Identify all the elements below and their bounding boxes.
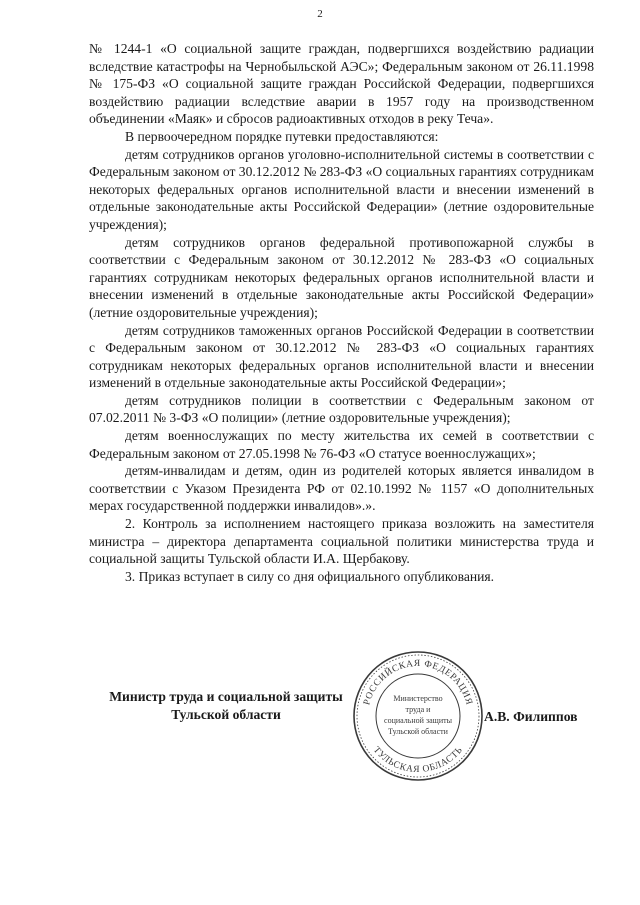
official-seal <box>350 648 486 784</box>
paragraph-customs-staff: детям сотрудников таможенных органов Российской Федерации в соответствии с Федеральным законом от 30.12.2012 № 283-ФЗ «О социальных гарантиях сотрудникам некоторых федеральных органов исполнительной власти и внесении изменений в отдельные законодательные акты Российской Федерации»; <box>89 322 594 391</box>
document-body <box>89 40 594 585</box>
paragraph-law-references: № 1244-1 «О социальной защите граждан, подвергшихся воздействию радиации вследствие катастрофы на Чернобыльской АЭС»; Федеральным законом от 26.11.1998 № 175-ФЗ «О социальной защите граждан Российской Федерации, подвергшихся воздействию радиации вследствие аварии в 1957 году на производственном объединении «Маяк» и сбросов радиоактивных отходов в реку Теча». <box>89 41 594 127</box>
paragraph-disabled-children: детям-инвалидам и детям, один из родителей которых является инвалидом в соответствии с Указом Президента РФ от 02.10.1992 № 1157 «О дополнительных мерах государственной поддержки инвалидов».». <box>89 463 594 514</box>
seal-inner-line-4: Тульской области <box>388 727 448 736</box>
paragraph-effective-clause: 3. Приказ вступает в силу со дня официального опубликования. <box>125 568 495 584</box>
seal-outer-bottom-text: ТУЛЬСКАЯ ОБЛАСТЬ <box>370 745 466 776</box>
paragraph-penitentiary-staff: детям сотрудников органов уголовно-исполнительной системы в соответствии с Федеральным законом от 30.12.2012 № 283-ФЗ «О социальных гарантиях сотрудникам некоторых федеральных органов исполнительной власти и внесении изменений в отдельные законодательные акты Российской Федерации» (летние оздоровительные учреждения); <box>89 146 594 232</box>
seal-inner-line-2: труда и <box>405 705 431 714</box>
paragraph-police-staff: детям сотрудников полиции в соответствии с Федеральным законом от 07.02.2011 № 3-ФЗ «О полиции» (летние оздоровительные учреждения); <box>89 392 594 426</box>
signatory-name: А.В. Филиппов <box>484 709 578 724</box>
paragraph-priority-intro: В первоочередном порядке путевки предоставляются: <box>125 128 439 144</box>
paragraph-control-clause: 2. Контроль за исполнением настоящего приказа возложить на заместителя министра – директора департамента социальной политики министерства труда и социальной защиты Тульской области И.А. Щербакову. <box>89 516 594 567</box>
seal-inner-line-3: социальной защиты <box>384 716 452 725</box>
signatory-position-line2: Тульской области <box>171 707 281 722</box>
paragraph-fire-service-staff: детям сотрудников органов федеральной противопожарной службы в соответствии с Федеральным законом от 30.12.2012 № 283-ФЗ «О социальных гарантиях сотрудникам некоторых федеральных органов исполнительной власти и внесении изменений в отдельные законодательные акты Российской Федерации» (летние оздоровительные учреждения); <box>89 234 594 320</box>
seal-inner-line-1: Министерство <box>393 694 443 703</box>
signatory-position-line1: Министр труда и социальной защиты <box>109 689 343 704</box>
page-number: 2 <box>317 8 323 20</box>
seal-outer-top-text: РОССИЙСКАЯ ФЕДЕРАЦИЯ <box>362 658 474 707</box>
signatory-position <box>95 688 357 724</box>
paragraph-military-staff: детям военнослужащих по месту жительства их семей в соответствии с Федеральным законом от 27.05.1998 № 76-ФЗ «О статусе военнослужащих»; <box>89 428 594 461</box>
